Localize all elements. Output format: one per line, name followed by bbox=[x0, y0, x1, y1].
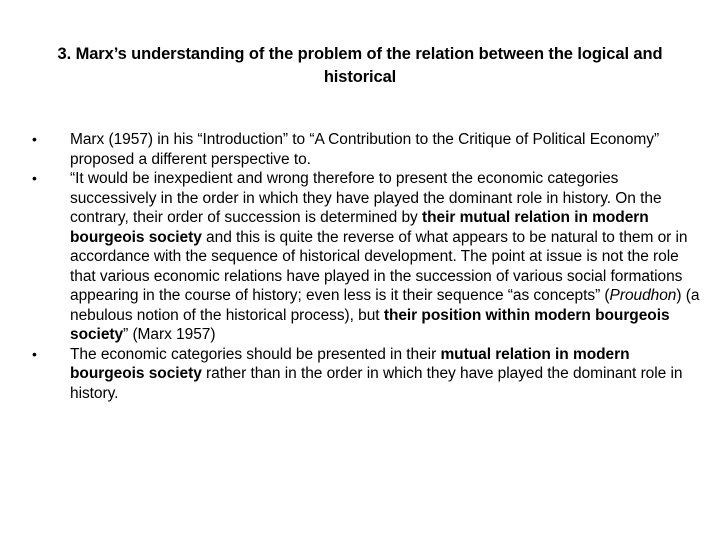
bold-phrase: their position within modern bourgeois society bbox=[70, 306, 670, 343]
bullet-item-3 bbox=[32, 345, 707, 404]
slide-title: 3. Marx’s understanding of the problem of the relation between the logical and historical bbox=[57, 45, 663, 86]
bullet-text bbox=[70, 130, 707, 169]
bullet-text-part: rather than in the order in which they have played the dominant role in history. bbox=[70, 365, 683, 402]
bullet-text-part: ) (a nebulous notion of the historical process), but bbox=[70, 287, 700, 324]
bullet-text bbox=[70, 169, 707, 345]
bullet-text-part: The economic categories should be presented in their bbox=[70, 345, 441, 363]
italic-name: Proudhon bbox=[609, 287, 677, 304]
bullet-text-part: and this is quite the reverse of what appears to be natural to them or in accordance with the sequence of historical development. The point at issue is not the role that various economic relations have played in the succession of various social formations appearing in the course of history; even less is it their sequence “as concepts” ( bbox=[70, 228, 688, 304]
bullet-list bbox=[32, 130, 707, 403]
bullet-text bbox=[70, 345, 707, 404]
bullet-marker: • bbox=[32, 345, 37, 362]
bullet-item-2 bbox=[32, 169, 707, 345]
bold-phrase: mutual relation in modern bourgeois society bbox=[70, 345, 630, 382]
bullet-text-part: “It would be inexpedient and wrong therefore to present the economic categories successively in the order in which they have played the dominant role in history. On the contrary, their order of succession is determined by bbox=[70, 170, 662, 226]
bullet-marker: • bbox=[32, 170, 37, 186]
bullet-text-part: ” (Marx 1957) bbox=[123, 326, 216, 343]
bullet-text-part: Marx (1957) in his “Introduction” to “A Contribution to the Critique of Political Economy” proposed a different perspective to. bbox=[70, 131, 660, 168]
bold-phrase: their mutual relation in modern bourgeois society bbox=[70, 209, 649, 246]
bullet-item-1 bbox=[32, 130, 707, 169]
bullet-marker: • bbox=[32, 131, 37, 147]
